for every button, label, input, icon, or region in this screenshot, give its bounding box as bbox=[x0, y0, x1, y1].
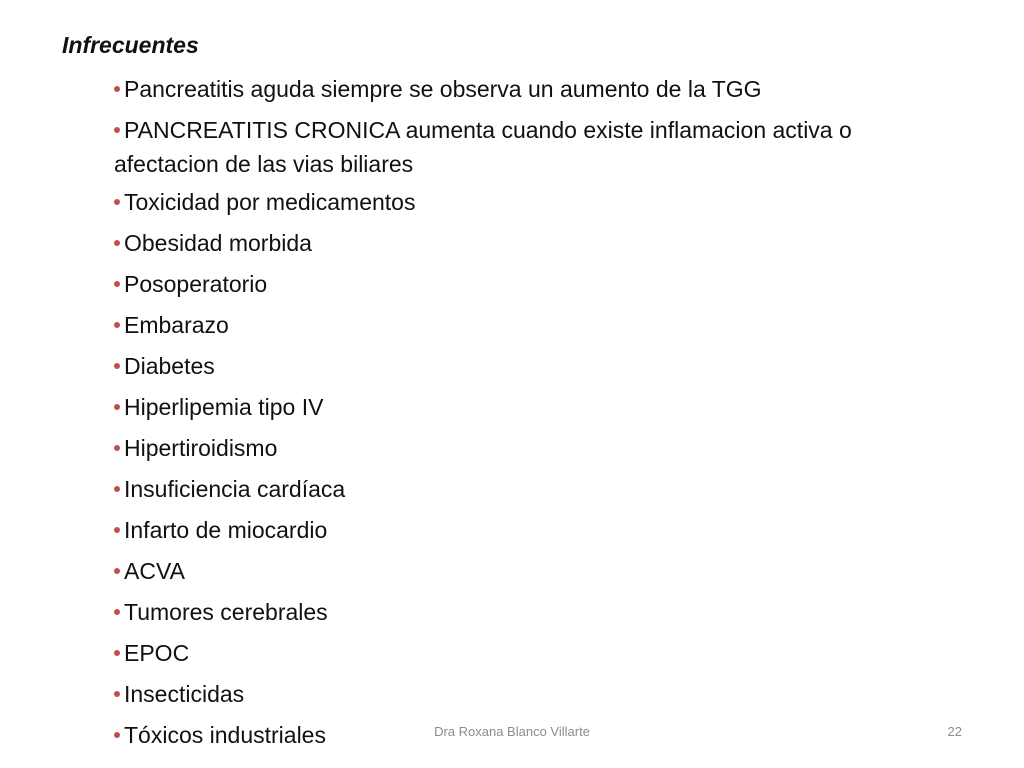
bullet-icon bbox=[114, 486, 120, 492]
list-item-text: Obesidad morbida bbox=[124, 230, 312, 256]
bullet-icon bbox=[114, 363, 120, 369]
list-item-text: Tóxicos industriales bbox=[124, 722, 326, 748]
bullet-icon bbox=[114, 691, 120, 697]
list-item bbox=[114, 554, 914, 588]
bullet-icon bbox=[114, 127, 120, 133]
bullet-icon bbox=[114, 650, 120, 656]
bullet-icon bbox=[114, 568, 120, 574]
bullet-icon bbox=[114, 609, 120, 615]
bullet-icon bbox=[114, 86, 120, 92]
list-item-text: Hiperlipemia tipo IV bbox=[124, 394, 324, 420]
list-item-text: Tumores cerebrales bbox=[124, 599, 328, 625]
list-item bbox=[114, 308, 914, 342]
list-item bbox=[114, 513, 914, 547]
bullet-icon bbox=[114, 527, 120, 533]
footer-author-text: Dra Roxana Blanco Villarte bbox=[434, 724, 590, 739]
list-item bbox=[114, 595, 914, 629]
list-item-text: Pancreatitis aguda siempre se observa un aumento de la TGG bbox=[124, 76, 762, 102]
list-item-text: Embarazo bbox=[124, 312, 229, 338]
list-item-text: ACVA bbox=[124, 558, 185, 584]
list-item bbox=[114, 677, 914, 711]
bullet-icon bbox=[114, 199, 120, 205]
list-item bbox=[114, 226, 914, 260]
list-item-text: Insecticidas bbox=[124, 681, 245, 707]
list-item-text: Toxicidad por medicamentos bbox=[124, 189, 416, 215]
list-item-text: Posoperatorio bbox=[124, 271, 268, 297]
list-item bbox=[114, 349, 914, 383]
list-item-text: Insuficiencia cardíaca bbox=[124, 476, 346, 502]
bullet-icon bbox=[114, 240, 120, 246]
list-item-text: Diabetes bbox=[124, 353, 215, 379]
page-number: 22 bbox=[947, 724, 962, 739]
list-item bbox=[114, 636, 914, 670]
list-item bbox=[114, 72, 914, 106]
list-item-text: EPOC bbox=[124, 640, 190, 666]
list-item bbox=[114, 472, 914, 506]
footer-author bbox=[0, 724, 1024, 739]
list-item-text: PANCREATITIS CRONICA aumenta cuando existe inflamacion activa o afectacion de las vias biliares bbox=[114, 117, 852, 177]
bullet-icon bbox=[114, 445, 120, 451]
bullet-icon bbox=[114, 404, 120, 410]
list-item bbox=[114, 431, 914, 465]
bullet-icon bbox=[114, 281, 120, 287]
list-item bbox=[114, 390, 914, 424]
list-item bbox=[114, 185, 914, 219]
list-item bbox=[114, 267, 914, 301]
bullet-icon bbox=[114, 322, 120, 328]
list-item-text: Infarto de miocardio bbox=[124, 517, 328, 543]
list-item-text: Hipertiroidismo bbox=[124, 435, 278, 461]
list-item bbox=[114, 113, 914, 181]
slide-heading: Infrecuentes bbox=[62, 32, 199, 58]
